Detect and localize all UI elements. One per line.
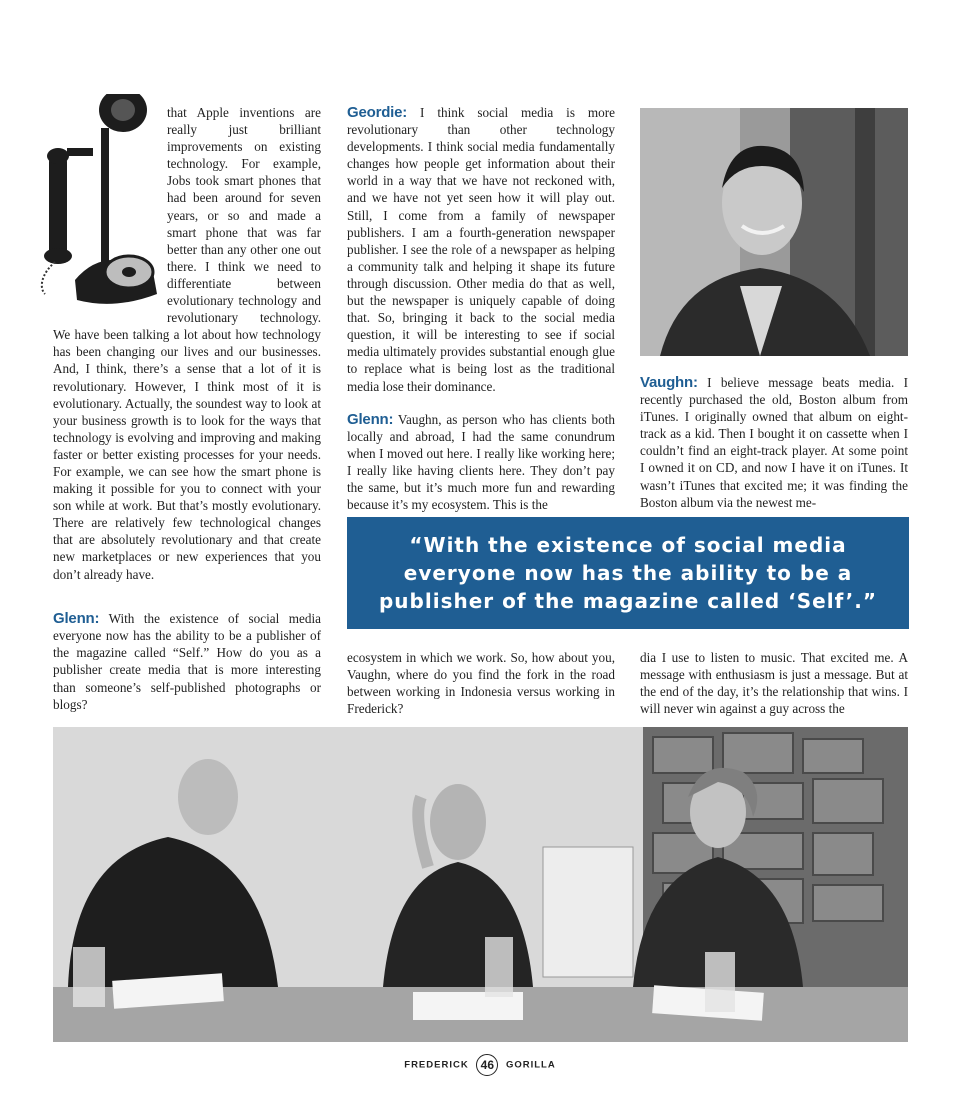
pull-quote: “With the existence of social media everyone now has the ability to be a publisher of the magazine called ‘Self’.” <box>347 517 909 629</box>
vaughn-answer-text: I believe message beats media. I recently purchased the old, Boston album from iTunes. I originally owned that album on eight-track as a kid. Then I bought it on cassette when I couldn’t find an eight-track player. At some point I owned it on CD, and now I have it on iTunes. It wasn’t iTunes that excited me; it was finding the Boston album via the newest me- <box>640 375 908 510</box>
vaughn-answer <box>640 374 908 511</box>
geordie-answer-text: I think social media is more revolutionary than other technology developments. I think social media fundamentally changes how people get information about their world in a way that we have not reckoned with, and we have not yet seen how it will play out. Still, I come from a family of newspaper publishers. I am a fourth-generation newspaper publisher. I see the role of a newspaper as helping a community talk and helping it shape its future through discussion. Other media do that as well, but the newspaper is uniquely capable of doing that. So, bringing it back to the social media question, it will be interesting to see if social media ultimately provides substantial enough glue to replace what is being lost as the traditional media lose their dominance. <box>347 105 615 394</box>
page-footer <box>0 1054 960 1076</box>
speaker-label-geordie: Geordie: <box>347 104 408 121</box>
speaker-label-glenn: Glenn: <box>53 610 100 628</box>
vaughn-answer-continued <box>640 636 908 731</box>
article-column-left <box>53 104 321 583</box>
glenn-comment-text: Vaughn, as person who has clients both locally and abroad, I had the same conundrum when I moved out here. I really like working here; I really like having clients here. They don’t pay the same, but it’s much more fun and rewarding because it’s my ecosystem. This is the <box>347 411 615 513</box>
speaker-label-glenn-2: Glenn: <box>347 410 394 428</box>
glenn-question-text: With the existence of social media everyone now has the ability to be a publisher of the magazine called “Self.” How do you as a publisher create media that is more interesting than someone’s self-published photographs or blogs? <box>53 611 321 712</box>
vaughn-continued-text: dia I use to listen to music. That excited me. A message with enthusiasm is just a message. But at the end of the day, it’s the relationship that wins. I will never win against a guy across the <box>640 650 908 717</box>
page-number: 46 <box>476 1054 498 1076</box>
glenn-continued-text: ecosystem in which we work. So, how about you, Vaughn, where do you find the fork in the road between working in Indonesia versus working in Frederick? <box>347 650 615 717</box>
glenn-question-left <box>53 597 321 726</box>
candlestick-phone-image <box>35 94 163 316</box>
panel-discussion-photo <box>53 727 908 1042</box>
evolution-paragraph: that Apple inventions are really just brilliant improvements on existing technology. For example, Jobs took smart phones that had been around for seven years, or so and made a smart phone that was far better than any other one out there. I think we need to differentiate between evolutionary technology and revolutionary technology. We have been talking a lot about how technology has been changing our lives and our businesses. And, I think, there’s a sense that a lot of it is revolutionary. However, I think most of it is evolutionary. Actually, the soundest way to look at your business growth is to look for the ways that technology is evolving and improving and making faster or better existing processes for your needs. For example, we can see how the smart phone is making it possible for you to connect with your son while at work. But that’s mostly evolutionary. There are relatively few technological changes that are absolutely revolutionary and that create new marketplaces or new experiences that you don’t already have. <box>53 105 321 582</box>
footer-publication-left: FREDERICK <box>404 1059 469 1071</box>
vaughn-portrait-photo <box>640 108 908 356</box>
footer-publication-right: GORILLA <box>505 1059 556 1071</box>
glenn-comment-continued <box>347 636 615 731</box>
speaker-label-vaughn: Vaughn: <box>640 374 698 391</box>
article-column-middle <box>347 104 615 513</box>
